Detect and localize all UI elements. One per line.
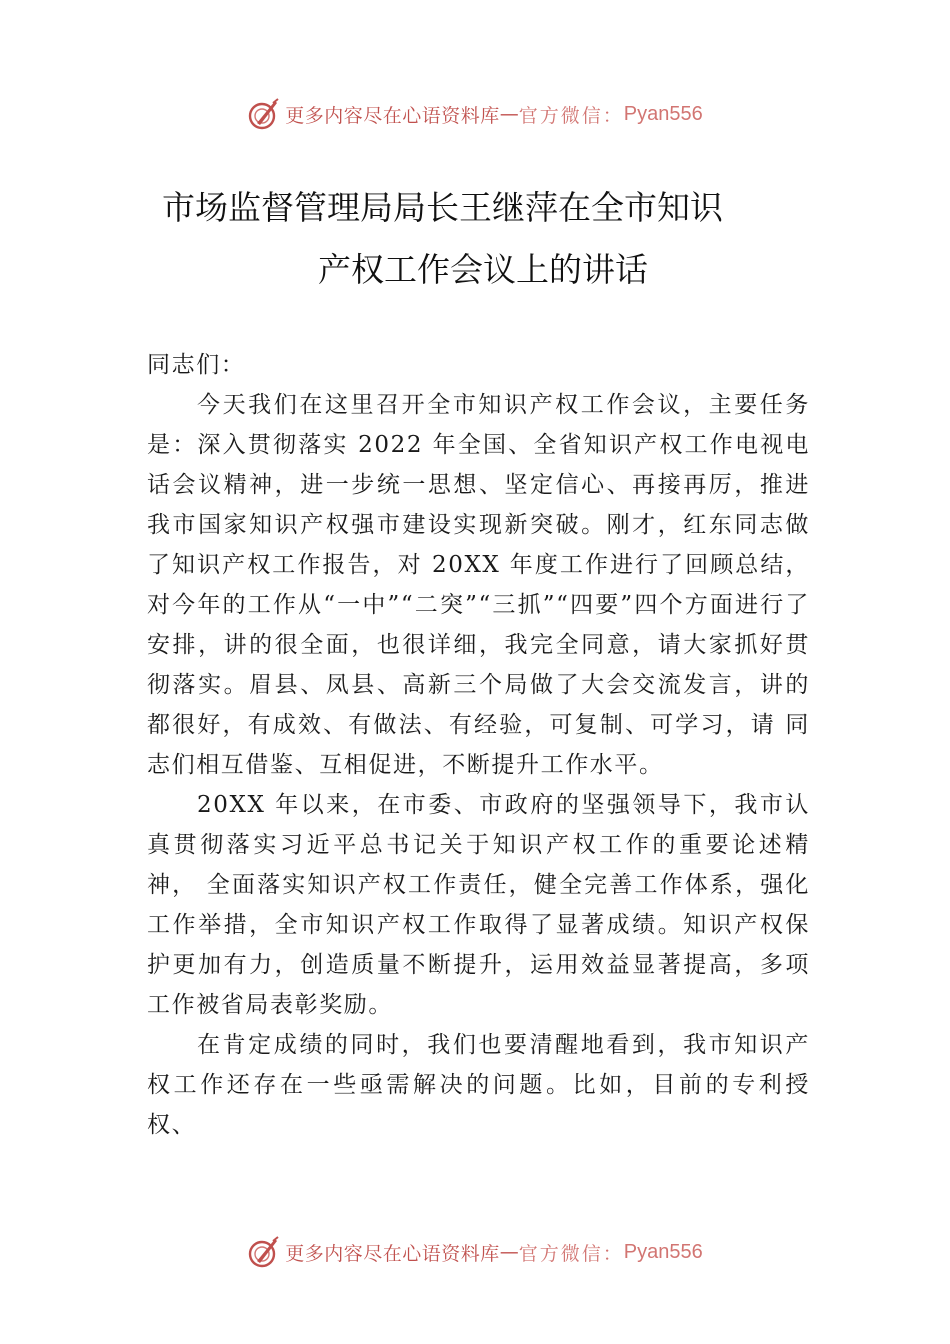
banner-text: 更多内容尽在心语资料库 <box>285 1242 500 1265</box>
document-title-line-2: 产权工作会议上的讲话 <box>318 250 648 289</box>
header-banner <box>0 94 950 134</box>
banner-dash: — <box>499 103 519 125</box>
salutation: 同志们： <box>147 352 246 378</box>
paragraph-1: 今天我们在这里召开全市知识产权工作会议，主要任务是：深入贯彻落实 2022 年全国、全省知识产权工作电视电话会议精神，进一步统一思想、坚定信心、再接再厉，推进我市国家知识产权强市建设实现新突破。刚才，红东同志做了知识产权工作报告，对 20XX 年度工作进行了回顾总结，对今年的工作从“一中”“二突”“三抓”“四要”四个方面进行了安排，讲的很全面，也很详细，我完全同意，请大家抓好贯彻落实。眉县、凤县、高新三个局做了大会交流发言，讲的都很好，有成效、有做法、有经验，可复制、可学习，请 同志们相互借鉴、互相促进，不断提升工作水平。 <box>147 392 810 778</box>
banner-dash: — <box>499 1241 519 1263</box>
paragraph-3: 在肯定成绩的同时，我们也要清醒地看到，我市知识产权工作还存在一些亟需解决的问题。比如，目前的专利授权、 <box>147 1032 810 1138</box>
quill-pen-logo-icon <box>247 1235 281 1269</box>
document-title-line-1: 市场监督管理局局长王继萍在全市知识 <box>162 188 723 227</box>
banner-wechat-label: 官方微信： <box>518 104 624 127</box>
banner-wechat-id: Pyan556 <box>623 102 703 125</box>
banner-text: 更多内容尽在心语资料库 <box>285 104 500 127</box>
document-body <box>147 345 810 1145</box>
quill-pen-logo-icon <box>247 97 281 131</box>
footer-banner <box>0 1232 950 1272</box>
banner-wechat-id: Pyan556 <box>623 1240 703 1263</box>
paragraph-2: 20XX 年以来，在市委、市政府的坚强领导下，我市认真贯彻落实习近平总书记关于知识产权工作的重要论述精神， 全面落实知识产权工作责任，健全完善工作体系，强化工作举措，全市知识产权工作取得了显著成绩。知识产权保护更加有力，创造质量不断提升，运用效益显著提高，多项工作被省局表彰奖励。 <box>147 792 810 1018</box>
banner-wechat-label: 官方微信： <box>518 1242 624 1265</box>
